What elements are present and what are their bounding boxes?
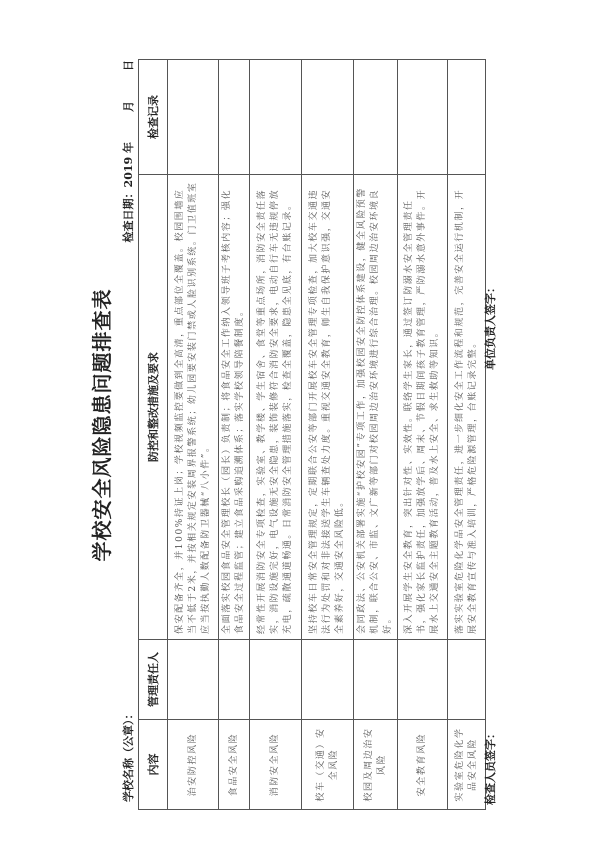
risk-item: 食品安全风险 — [219, 720, 250, 810]
requirement-cell: 会同政法、公安机关部署实施“护校安园”专项工作，加强校园安全防控体系建设，健全风险预警机制，联合公安、市监、文广新等部门对校园周边治安环境进行综合治理。校园周边治安环境良好。 — [354, 175, 398, 640]
risk-item: 治安防控风险 — [168, 720, 219, 810]
record-cell[interactable] — [302, 60, 354, 175]
risk-item: 实验室危险化学品安全风险 — [448, 720, 486, 810]
col-header-record: 检查记录 — [139, 60, 168, 175]
owner-cell[interactable] — [398, 640, 448, 720]
page-title: 学校安全风险隐患问题排查表 — [90, 288, 114, 562]
col-header-owner: 管理责任人 — [139, 640, 168, 720]
owner-cell[interactable] — [302, 640, 354, 720]
risk-item: 安全教育风险 — [398, 720, 448, 810]
requirement-cell: 坚持校车日常安全管理规定，定期联合公安等部门开展校车安全管理专项检查，加大校车交通违法行为处罚和对非法接送学生车辆查处力度。重视交通安全教育，师生自我保护意识强，交通安全素养好，交通安全风险低。 — [302, 175, 354, 640]
record-cell[interactable] — [398, 60, 448, 175]
table-row — [219, 60, 250, 810]
owner-cell[interactable] — [219, 640, 250, 720]
school-name-label: 学校名称（公章）： — [122, 708, 135, 802]
inspection-table — [138, 59, 486, 810]
inspector-signature-label: 检查人员签字： — [484, 728, 497, 805]
unit-head-signature-label: 单位负责人签字： — [484, 282, 497, 370]
requirement-cell: 落实实验室危险化学品安全管理责任，进一步细化安全工作流程和规范，完善安全运行机制，开展安全教育宣传与准入培训，严格危险源管理，台账记录完整。 — [448, 175, 486, 640]
table-row — [250, 60, 302, 810]
owner-cell[interactable] — [168, 640, 219, 720]
inspection-date — [120, 60, 136, 246]
record-cell[interactable] — [168, 60, 219, 175]
owner-cell[interactable] — [448, 640, 486, 720]
owner-cell[interactable] — [354, 640, 398, 720]
table-row — [398, 60, 448, 810]
record-cell[interactable] — [219, 60, 250, 175]
table-row — [302, 60, 354, 810]
record-cell[interactable] — [448, 60, 486, 175]
table-row — [354, 60, 398, 810]
month-label: 月 — [122, 101, 135, 112]
risk-item: 消防安全风险 — [250, 720, 302, 810]
risk-item: 校园及周边治安风险 — [354, 720, 398, 810]
date-label: 检查日期：2019 年 — [122, 142, 135, 243]
table-header-row — [139, 60, 168, 810]
requirement-cell: 保安配备齐全，并100%持证上岗；学校视频监控要做到全高清，重点部位全覆盖。校园围墙应当不低于2米，并按相关规定安装周界报警系统；幼儿园要安装门禁或人脸识别系统。门卫值班室应当按执勤人数配备防卫器械“八小件”。 — [168, 175, 219, 640]
table-row — [448, 60, 486, 810]
col-header-content: 内容 — [139, 720, 168, 810]
col-header-requirement: 防控和整改措施及要求 — [139, 175, 168, 640]
requirement-cell: 经常性开展消防安全专项检查，实验室、教学楼、学生宿舍、食堂等重点场所，消防安全责任落实，消防设施完好，电气设施无安全隐患，装饰装修符合消防安全要求，电动自行车无违规停放充电，疏散通道畅通。日常消防安全管理措施落实，检查全覆盖，隐患全见底，有台账记录。 — [250, 175, 302, 640]
table-row — [168, 60, 219, 810]
record-cell[interactable] — [250, 60, 302, 175]
day-label: 日 — [122, 60, 135, 71]
requirement-cell: 深入开展学生安全教育，突出针对性、实效性。联络学生家长，通过签订防溺水安全管理责任书，强化家长监护责任，加强放学后、周末、节假日期间孩子教育管理，严防溺水意外事件。开展水上交通安全主题教育活动，普及水上安全、求生救助等知识。 — [398, 175, 448, 640]
requirement-cell: 全面落实校园食品安全管理校长（园长）负责制；将食品安全工作纳入领导班子考核内容；强化食品安全过程监管；建立食品采购追溯体系；落实学校领导陪餐制度。 — [219, 175, 250, 640]
risk-item: 校车（交通）安全风险 — [302, 720, 354, 810]
record-cell[interactable] — [354, 60, 398, 175]
owner-cell[interactable] — [250, 640, 302, 720]
